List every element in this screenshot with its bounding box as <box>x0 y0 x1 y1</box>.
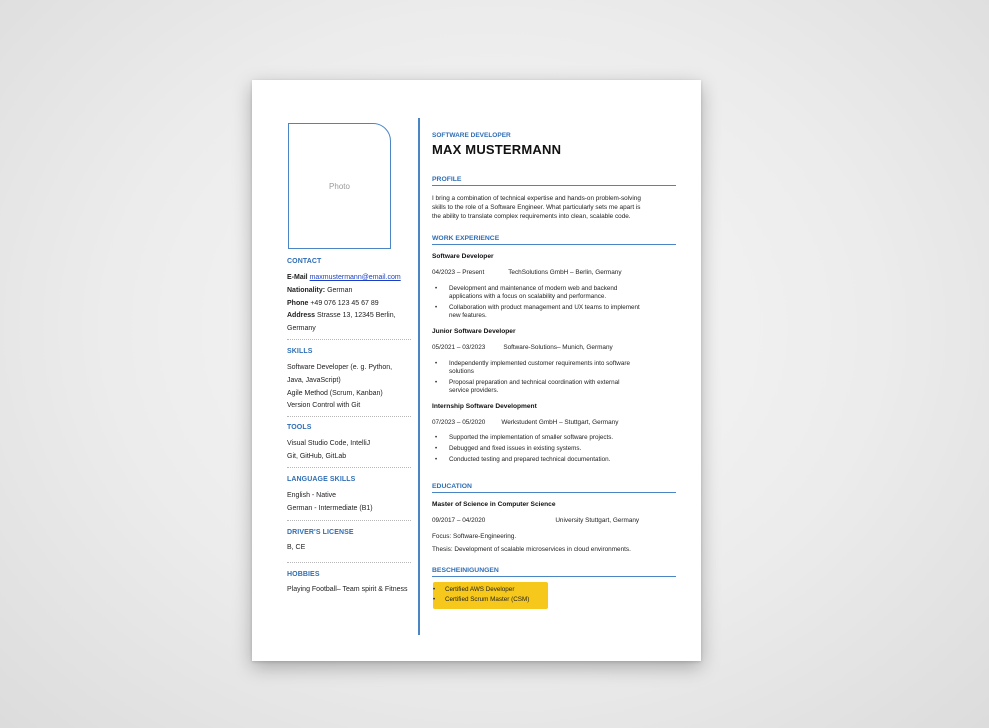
job-title: Junior Software Developer <box>432 328 516 335</box>
tools-line: Visual Studio Code, IntelliJ <box>287 440 371 447</box>
profile-text <box>432 194 676 221</box>
degree-title: Master of Science in Computer Science <box>432 501 556 508</box>
divider <box>287 467 411 468</box>
job-company: TechSolutions GmbH – Berlin, Germany <box>508 269 622 276</box>
education-focus: Focus: Software-Engineering. <box>432 533 517 540</box>
list-item: • Conducted testing and prepared technical documentation. <box>432 456 676 464</box>
profile-line: I bring a combination of technical expertise and hands-on problem-solving <box>432 195 641 202</box>
tools-list <box>287 438 417 464</box>
job-company: Software-Solutions– Munich, Germany <box>503 344 613 351</box>
list-item: • Independently implemented customer requirements into software solutions <box>432 360 676 376</box>
divider <box>287 339 411 340</box>
skills-list <box>287 362 417 413</box>
contact-heading: CONTACT <box>287 258 322 265</box>
hobbies-heading: HOBBIES <box>287 571 320 578</box>
language-list <box>287 490 417 516</box>
phone-value: +49 076 123 45 67 89 <box>310 299 379 307</box>
tools-line: Git, GitHub, GitLab <box>287 452 347 460</box>
list-item: • Certified AWS Developer <box>432 585 676 595</box>
certificates-list <box>432 585 676 605</box>
list-item: • Collaboration with product management and UX teams to implement new features. <box>432 304 676 320</box>
address-label: Address <box>287 312 316 320</box>
job-dates: 05/2021 – 03/2023 <box>432 344 486 351</box>
job-bullets <box>432 360 676 398</box>
education-heading: EDUCATION <box>432 483 472 490</box>
photo-label: Photo <box>329 181 350 191</box>
divider <box>287 520 411 521</box>
skills-line: Java, JavaScript) <box>287 376 341 384</box>
drivers-license-value: B, CE <box>287 544 306 551</box>
education-thesis: Thesis: Development of scalable microservices in cloud environments. <box>432 546 631 553</box>
hobbies-value: Playing Football– Team spirit & Fitness <box>287 586 408 593</box>
list-item: • Certified Scrum Master (CSM) <box>432 595 676 605</box>
skills-heading: SKILLS <box>287 348 313 355</box>
nationality-label: Nationality: <box>287 286 326 294</box>
column-divider <box>418 118 420 635</box>
skills-line: Version Control with Git <box>287 402 361 410</box>
work-experience-heading: WORK EXPERIENCE <box>432 235 500 242</box>
job-meta <box>432 419 676 426</box>
language-line: German - Intermediate (B1) <box>287 504 373 512</box>
language-skills-heading: LANGUAGE SKILLS <box>287 476 356 483</box>
address-line1: Strasse 13, 12345 Berlin, <box>316 312 396 320</box>
candidate-name: MAX MUSTERMANN <box>432 142 562 157</box>
divider <box>287 416 411 417</box>
job-bullets <box>432 434 676 466</box>
drivers-license-heading: DRIVER'S LICENSE <box>287 529 354 536</box>
list-item: • Development and maintenance of modern web and backend applications with a focus on scalability and performance. <box>432 285 676 301</box>
education-meta <box>432 517 676 524</box>
job-meta <box>432 344 676 351</box>
email-link[interactable]: maxmustermann@email.com <box>309 274 401 281</box>
section-rule <box>432 492 676 493</box>
email-label: E-Mail <box>287 274 308 281</box>
profile-line: skills to the role of a Software Engineer. What particularly sets me apart is <box>432 204 641 211</box>
section-rule <box>432 244 676 245</box>
address-line2: Germany <box>287 325 316 333</box>
job-dates: 04/2023 – Present <box>432 269 485 276</box>
profile-heading: PROFILE <box>432 176 462 183</box>
skills-line: Agile Method (Scrum, Kanban) <box>287 389 383 397</box>
divider <box>287 562 411 563</box>
job-role: SOFTWARE DEVELOPER <box>432 132 511 139</box>
contact-details <box>287 272 417 336</box>
job-meta <box>432 269 676 276</box>
phone-label: Phone <box>287 299 309 307</box>
job-bullets <box>432 285 676 323</box>
job-title: Internship Software Development <box>432 403 537 410</box>
list-item: • Debugged and fixed issues in existing systems. <box>432 445 676 453</box>
photo-placeholder <box>288 123 391 249</box>
job-title: Software Developer <box>432 253 494 260</box>
certificates-heading: BESCHEINIGUNGEN <box>432 567 499 574</box>
resume-page <box>252 80 701 661</box>
section-rule <box>432 576 676 577</box>
list-item: • Proposal preparation and technical coordination with external service providers. <box>432 379 676 395</box>
profile-line: the ability to translate complex requirements into clean, scalable code. <box>432 213 631 220</box>
job-dates: 07/2023 – 05/2020 <box>432 419 486 426</box>
education-dates: 09/2017 – 04/2020 <box>432 517 486 524</box>
language-line: English - Native <box>287 492 337 499</box>
list-item: • Supported the implementation of smaller software projects. <box>432 434 676 442</box>
tools-heading: TOOLS <box>287 424 312 431</box>
nationality-value: German <box>327 286 353 294</box>
education-school: University Stuttgart, Germany <box>555 517 640 524</box>
job-company: Werkstudent GmbH – Stuttgart, Germany <box>501 419 619 426</box>
section-rule <box>432 185 676 186</box>
skills-line: Software Developer (e. g. Python, <box>287 364 393 371</box>
